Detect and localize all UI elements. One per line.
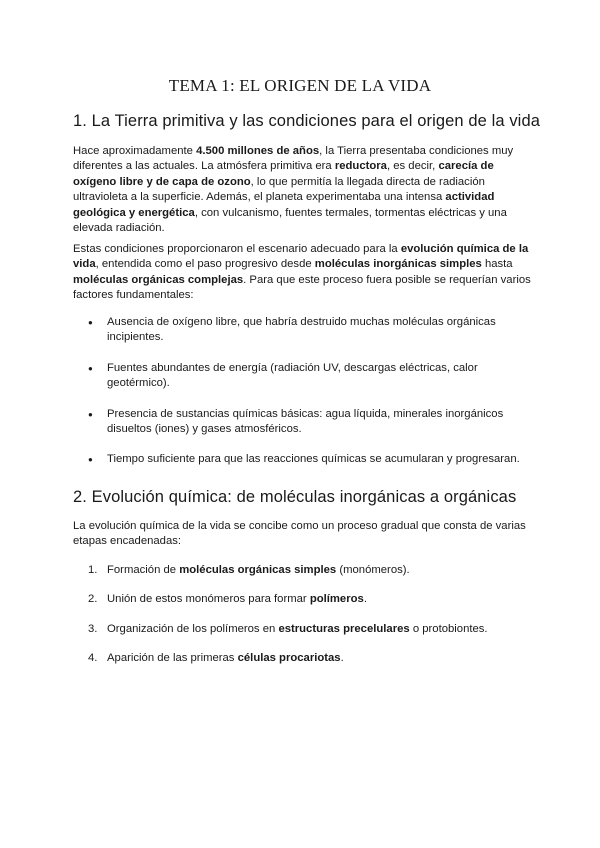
- text-run: Unión de estos monómeros para formar: [107, 593, 310, 606]
- stages-list: [73, 563, 533, 667]
- list-item-text: [107, 564, 410, 576]
- section-1-heading: 1. La Tierra primitiva y las condiciones para el origen de la vida: [73, 112, 541, 130]
- text-run: . Para que este proceso fuera posible se requerían varios factores fundamentales:: [73, 273, 531, 302]
- text-run: .: [363, 593, 367, 606]
- text-run: hasta: [481, 258, 513, 271]
- bold-text: reductora: [334, 160, 387, 173]
- text-run: o protobiontes.: [409, 622, 488, 635]
- list-item-text: [107, 652, 344, 664]
- text-run: Organización de los polímeros en: [107, 622, 279, 635]
- section-2-intro: La evolución química de la vida se concibe como un proceso gradual que consta de varias etapas encadenadas:: [73, 520, 526, 548]
- section-1-paragraph-2: [73, 242, 533, 304]
- list-number: 3.: [88, 622, 98, 635]
- list-number: 4.: [88, 652, 98, 665]
- bold-text: polímeros: [309, 593, 364, 606]
- page-title: TEMA 1: EL ORIGEN DE LA VIDA: [168, 76, 432, 95]
- bold-text: células procariotas: [237, 652, 341, 665]
- text-run: Aparición de las primeras: [107, 652, 238, 665]
- text-run: Hace aproximadamente: [73, 145, 197, 157]
- section-2-heading: 2. Evolución química: de moléculas inorgánicas a orgánicas: [73, 488, 517, 506]
- bold-text: moléculas inorgánicas simples: [314, 258, 482, 271]
- list-item: ● Ausencia de oxígeno libre, que habría destruido muchas moléculas orgánicas incipientes.: [73, 315, 533, 346]
- list-item: ● Fuentes abundantes de energía (radiación UV, descargas eléctricas, calor geotérmico).: [73, 361, 533, 392]
- bold-text: evolución química de la vida: [73, 243, 529, 271]
- text-run: Estas condiciones proporcionaron el escenario adecuado para la: [73, 243, 401, 255]
- text-run: , la Tierra presentaba condiciones muy diferentes a las actuales. La atmósfera primitiva era: [73, 145, 514, 173]
- text-run: .: [340, 652, 344, 665]
- bold-text: moléculas orgánicas complejas: [73, 273, 244, 286]
- list-item: [73, 622, 533, 637]
- list-item: [73, 651, 533, 666]
- text-run: , lo que permitía la llegada directa de radiación ultravioleta a la superficie. Además, el planeta experimentaba una intensa: [73, 175, 485, 204]
- factors-list: [73, 315, 533, 468]
- list-item-text: [107, 593, 367, 605]
- text-run: (monómeros).: [336, 564, 410, 576]
- list-item: ● Presencia de sustancias químicas básicas: agua líquida, minerales inorgánicos disueltos (iones) y gases atmosféricos.: [73, 407, 533, 438]
- text-run: Formación de: [107, 564, 180, 576]
- bold-text: carecía de oxígeno libre y de capa de ozono: [73, 160, 494, 188]
- text-run: , con vulcanismo, fuentes termales, tormentas eléctricas y una elevada radiación.: [73, 206, 507, 235]
- list-item: ● Tiempo suficiente para que las reacciones químicas se acumularan y progresaran.: [73, 452, 533, 467]
- text-run: , es decir,: [386, 160, 439, 173]
- list-item-text: [107, 623, 488, 635]
- list-number: 1.: [88, 564, 98, 576]
- bold-text: moléculas orgánicas simples: [179, 564, 337, 576]
- bold-text: estructuras precelulares: [278, 622, 410, 635]
- section-1-paragraph-1: [73, 144, 533, 236]
- list-item: [73, 592, 533, 607]
- text-run: , entendida como el paso progresivo desde: [95, 258, 315, 271]
- bold-text: actividad geológica y energética: [73, 191, 495, 219]
- bold-text: 4.500 millones de años: [196, 145, 320, 157]
- list-item: [73, 563, 533, 578]
- list-number: 2.: [88, 593, 98, 606]
